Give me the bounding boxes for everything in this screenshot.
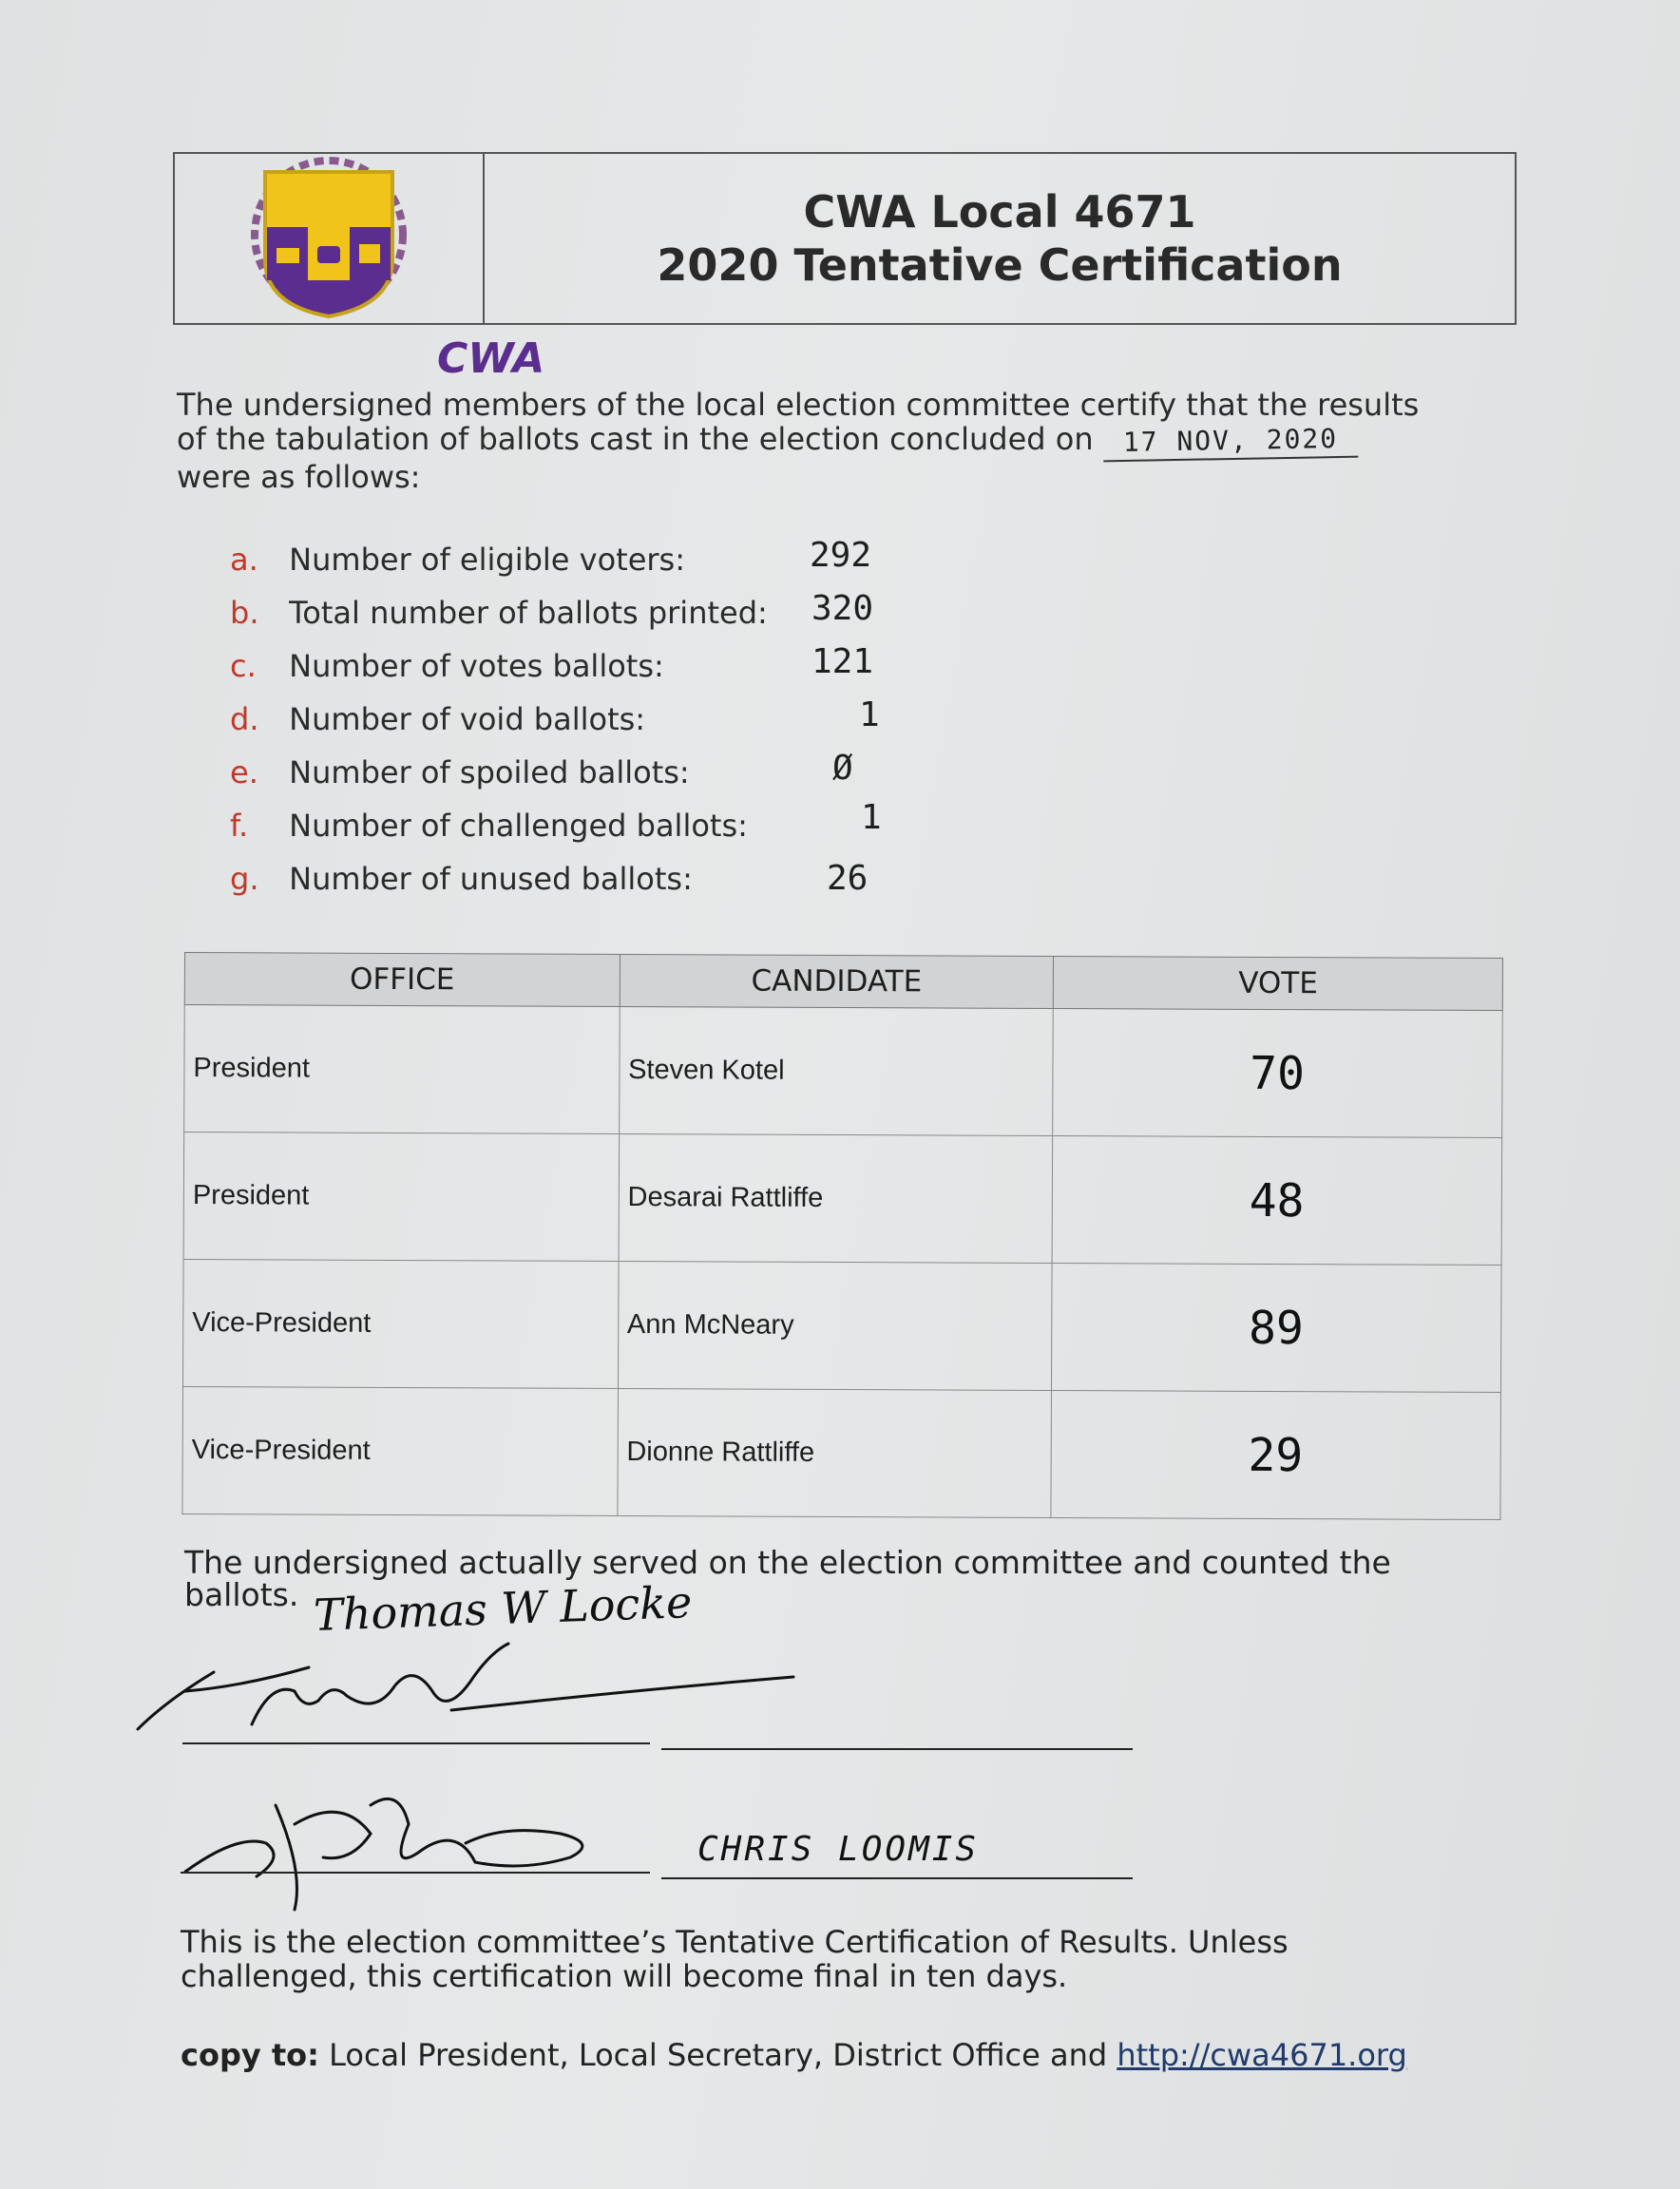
item-label: Number of votes ballots: <box>289 648 664 684</box>
list-item <box>230 798 882 844</box>
table-row <box>183 1133 1502 1266</box>
header-vote: VOTE <box>1054 956 1503 1010</box>
notice-line-2: challenged, this certification will become final in ten days. <box>181 1958 1068 1994</box>
list-item <box>230 859 869 898</box>
item-value: 26 <box>827 859 869 898</box>
table-header-row <box>184 953 1502 1011</box>
item-letter: g. <box>230 861 259 897</box>
notice-line-1: This is the election committee’s Tentative Certification of Results. Unless <box>181 1924 1289 1960</box>
item-letter: f. <box>230 808 249 844</box>
signature-2 <box>181 1767 656 1919</box>
title-line-2: 2020 Tentative Certification <box>657 239 1343 291</box>
header-candidate: CANDIDATE <box>620 954 1054 1008</box>
table-row <box>184 1005 1503 1138</box>
table-row <box>182 1386 1501 1519</box>
item-value: Ø <box>832 749 853 788</box>
signature-1 <box>128 1634 812 1739</box>
certification-notice <box>181 1925 1416 1993</box>
office-cell: Vice-President <box>183 1259 619 1388</box>
item-letter: c. <box>230 648 257 684</box>
item-value: 121 <box>811 642 874 681</box>
candidate-cell: Dionne Rattliffe <box>618 1388 1052 1517</box>
intro-line-2-text: of the tabulation of ballots cast in the election concluded on <box>177 421 1094 457</box>
item-label: Number of unused ballots: <box>289 861 693 897</box>
intro-line-1: The undersigned members of the local election committee certify that the results <box>177 387 1420 423</box>
signature-line-1 <box>182 1742 650 1744</box>
website-link[interactable]: http://cwa4671.org <box>1117 2037 1407 2073</box>
item-label: Number of spoiled ballots: <box>289 754 690 790</box>
copy-to-recipients: Local President, Local Secretary, District Office and <box>329 2037 1108 2073</box>
printed-name-line-2 <box>661 1877 1133 1879</box>
office-cell: President <box>183 1133 619 1262</box>
cwa-logo <box>248 153 410 324</box>
item-letter: b. <box>230 595 259 631</box>
candidate-cell: Desarai Rattliffe <box>619 1133 1053 1263</box>
table-row <box>183 1259 1502 1392</box>
item-value: 1 <box>861 798 882 837</box>
served-line-2: ballots. <box>184 1576 299 1613</box>
list-item <box>230 695 880 737</box>
office-cell: Vice-President <box>182 1386 618 1515</box>
list-item <box>230 589 874 631</box>
candidate-cell: Ann McNeary <box>618 1261 1052 1390</box>
vote-cell: 70 <box>1053 1008 1502 1137</box>
logo-text: CWA <box>437 334 545 383</box>
logo-cell <box>175 154 545 383</box>
copy-to-label: copy to: <box>181 2037 319 2073</box>
item-value: 320 <box>811 589 874 628</box>
item-letter: e. <box>230 754 258 790</box>
served-line-1: The undersigned actually served on the election committee and counted the <box>184 1544 1391 1581</box>
intro-line-3: were as follows: <box>177 459 421 495</box>
office-cell: President <box>184 1005 620 1134</box>
item-label: Total number of ballots printed: <box>289 595 768 631</box>
list-item <box>230 536 872 578</box>
item-letter: d. <box>230 701 259 737</box>
header-office: OFFICE <box>184 953 620 1007</box>
title-line-1: CWA Local 4671 <box>803 186 1196 238</box>
list-item <box>230 749 853 790</box>
item-letter: a. <box>230 542 258 578</box>
signature-line-2 <box>181 1872 650 1874</box>
list-item <box>230 642 874 684</box>
header-box <box>173 152 1517 383</box>
results-table <box>181 952 1503 1520</box>
item-label: Number of void ballots: <box>289 701 646 737</box>
intro-paragraph <box>177 388 1507 494</box>
vote-cell: 29 <box>1051 1390 1500 1519</box>
printed-name-line-1 <box>661 1748 1133 1750</box>
item-value: 1 <box>859 695 880 734</box>
item-label: Number of eligible voters: <box>289 542 685 578</box>
vote-cell: 48 <box>1052 1135 1501 1265</box>
intro-line-2 <box>177 422 1507 460</box>
candidate-cell: Steven Kotel <box>619 1006 1053 1135</box>
item-value: 292 <box>810 536 872 575</box>
election-date-field: 17 NOV, 2020 <box>1102 422 1358 463</box>
signer-1-printed-name: Thomas W Locke <box>313 1576 694 1641</box>
item-label: Number of challenged ballots: <box>289 808 748 844</box>
vote-cell: 89 <box>1052 1263 1501 1392</box>
copy-to-line <box>181 2037 1407 2073</box>
title-cell <box>485 154 1515 323</box>
signer-2-printed-name: CHRIS LOOMIS <box>697 1830 980 1869</box>
